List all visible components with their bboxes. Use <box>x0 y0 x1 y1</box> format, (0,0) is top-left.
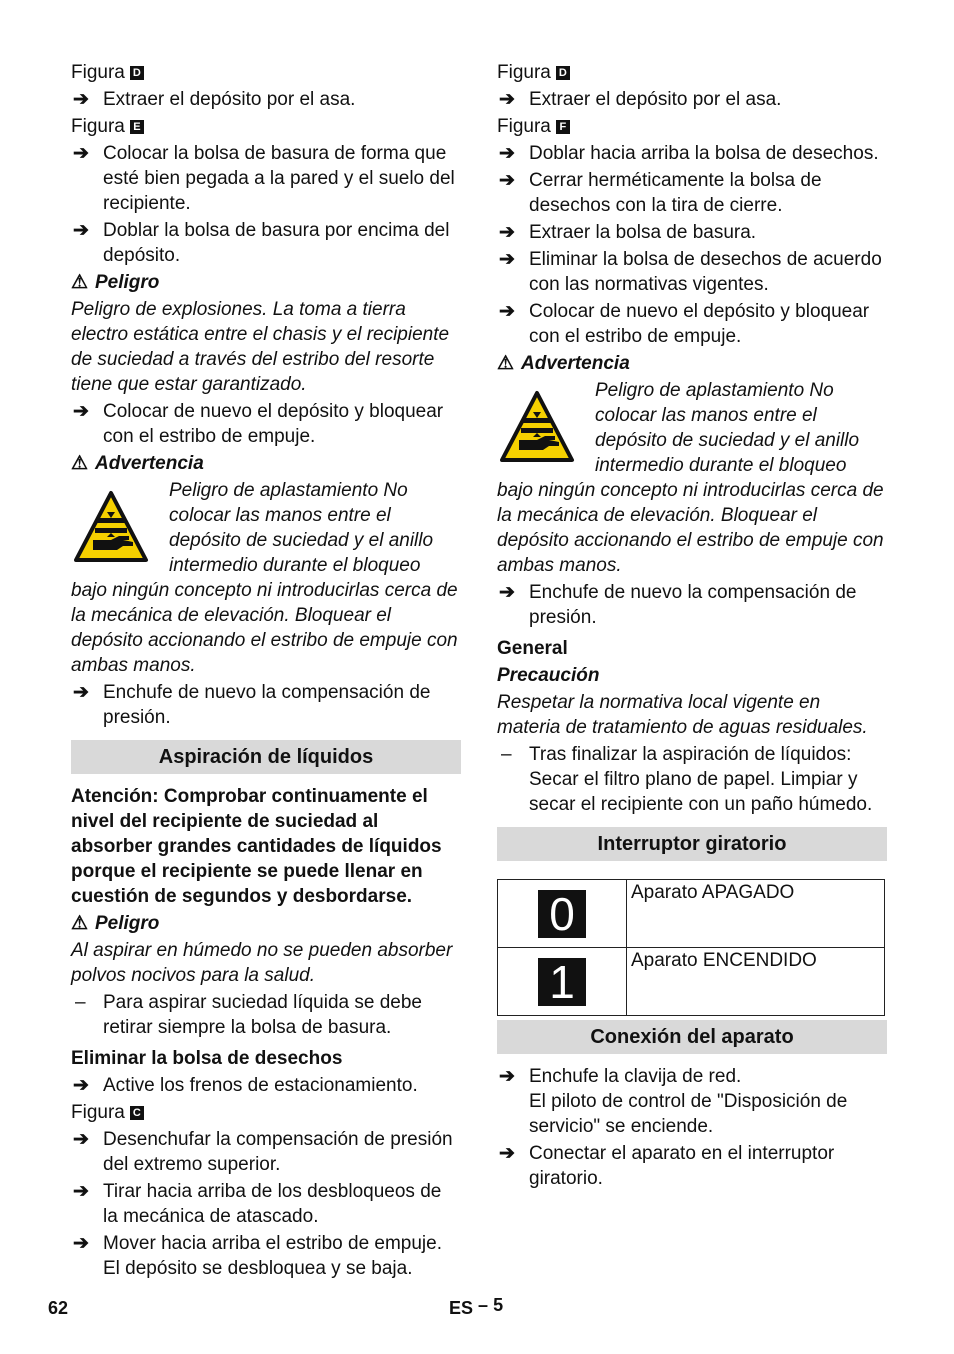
instruction-step: ➔ Colocar de nuevo el depósito y bloquear con el estribo de empuje. <box>499 301 870 347</box>
caution-heading: Precaución <box>497 665 600 686</box>
arrow-icon: ➔ <box>73 220 89 241</box>
dash-item: – Tras finalizar la aspiración de líquidos: Secar el filtro plano de papel. Limpiar y secar el recipiente con un paño húmedo. <box>501 744 873 815</box>
right-column <box>497 60 887 1193</box>
instruction-step: ➔ Active los frenos de estacionamiento. <box>73 1075 418 1096</box>
page-number: 62 <box>48 1298 69 1318</box>
crush-hazard-block <box>497 378 887 578</box>
instruction-step: ➔ Doblar la bolsa de basura por encima del depósito. <box>73 220 450 266</box>
arrow-icon: ➔ <box>73 401 89 422</box>
arrow-icon: ➔ <box>499 249 515 270</box>
arrow-icon: ➔ <box>499 1143 515 1164</box>
instruction-step: ➔ Tirar hacia arriba de los desbloqueos de la mecánica de atascado. <box>73 1181 442 1227</box>
section-heading-liquid: Aspiración de líquidos <box>71 740 461 774</box>
switch-on-symbol: 1 <box>538 958 586 1006</box>
hand-crush-hazard-icon <box>73 490 149 566</box>
arrow-icon: ➔ <box>499 1066 515 1087</box>
instruction-step: ➔ Cerrar herméticamente la bolsa de desechos con la tira de cierre. <box>499 170 822 216</box>
figure-letter-d: D <box>130 66 144 80</box>
switch-off-symbol: 0 <box>538 890 586 938</box>
instruction-step: ➔ Doblar hacia arriba la bolsa de desechos. <box>499 143 879 164</box>
instruction-step: ➔ Conectar el aparato en el interruptor giratorio. <box>499 1143 835 1189</box>
arrow-icon: ➔ <box>499 170 515 191</box>
arrow-icon: ➔ <box>499 143 515 164</box>
arrow-icon: ➔ <box>499 582 515 603</box>
arrow-icon: ➔ <box>73 1129 89 1150</box>
arrow-icon: ➔ <box>73 89 89 110</box>
warning-triangle-icon: ⚠ <box>497 353 515 374</box>
danger-text: Al aspirar en húmedo no se pueden absorber polvos nocivos para la salud. <box>71 940 453 986</box>
table-row <box>498 880 885 948</box>
footer-section-number: 5 <box>493 1295 504 1315</box>
instruction-step: ➔ Colocar de nuevo el depósito y bloquear con el estribo de empuje. <box>73 401 444 447</box>
figure-ref-d: Figura D <box>497 60 887 85</box>
arrow-icon: ➔ <box>73 1233 89 1254</box>
crush-hazard-block <box>71 478 461 678</box>
instruction-step: ➔ Eliminar la bolsa de desechos de acuerdo con las normativas vigentes. <box>499 249 882 295</box>
dash-icon: – <box>75 992 86 1013</box>
switch-on-label: Aparato ENCENDIDO <box>627 948 885 1016</box>
figure-ref-e: Figura E <box>71 114 461 139</box>
instruction-step: ➔ Desenchufar la compensación de presión del extremo superior. <box>73 1129 453 1175</box>
warning-text: bajo ningún concepto ni introducirlas cerca de la mecánica de elevación. Bloquear el depósito accionando el estribo de empuje con ambas manos. <box>71 580 458 676</box>
figure-letter-d: D <box>556 66 570 80</box>
arrow-icon: ➔ <box>499 89 515 110</box>
figure-ref-d: Figura D <box>71 60 461 85</box>
figure-letter-f: F <box>556 120 570 134</box>
arrow-icon: ➔ <box>499 222 515 243</box>
warning-heading: ⚠ Advertencia <box>497 353 630 374</box>
figure-letter-e: E <box>130 120 144 134</box>
instruction-step: ➔ Colocar la bolsa de basura de forma que esté bien pegada a la pared y el suelo del recipiente. <box>73 143 455 214</box>
figure-ref-c: Figura C <box>71 1100 461 1125</box>
arrow-icon: ➔ <box>499 301 515 322</box>
dash-icon: – <box>501 744 512 765</box>
danger-heading: ⚠ Peligro <box>71 913 160 934</box>
attention-text: Atención: Comprobar continuamente el nivel del recipiente de suciedad al absorber grandes cantidades de líquidos porque el recipiente se puede llenar en cuestión de segundos y desbordarse. <box>71 786 442 907</box>
instruction-step: ➔ Extraer el depósito por el asa. <box>73 89 356 110</box>
section-heading-connect: Conexión del aparato <box>497 1020 887 1054</box>
instruction-step: ➔ Enchufe de nuevo la compensación de presión. <box>499 582 857 628</box>
warning-side-text: Peligro de aplastamiento No colocar las manos entre el depósito de suciedad y el anillo intermedio durante el bloqueo <box>169 480 434 576</box>
subheading-remove-bag: Eliminar la bolsa de desechos <box>71 1048 343 1069</box>
switch-off-label: Aparato APAGADO <box>627 880 885 948</box>
warning-triangle-icon: ⚠ <box>71 913 89 934</box>
hand-crush-hazard-icon <box>499 390 575 466</box>
step-note: El piloto de control de "Disposición de servicio" se enciende. <box>529 1091 848 1137</box>
instruction-step: ➔ Extraer el depósito por el asa. <box>499 89 782 110</box>
arrow-icon: ➔ <box>73 143 89 164</box>
danger-heading: ⚠ Peligro <box>71 272 160 293</box>
arrow-icon: ➔ <box>73 1181 89 1202</box>
warning-text: bajo ningún concepto ni introducirlas cerca de la mecánica de elevación. Bloquear el depósito accionando el estribo de empuje con ambas manos. <box>497 480 884 576</box>
arrow-icon: ➔ <box>73 682 89 703</box>
section-heading-switch: Interruptor giratorio <box>497 827 887 861</box>
instruction-step: ➔ Mover hacia arriba el estribo de empuje. El depósito se desbloquea y se baja. <box>73 1233 443 1279</box>
figure-letter-c: C <box>130 1106 144 1120</box>
left-column <box>71 60 461 1283</box>
switch-table <box>497 879 885 1016</box>
instruction-step: ➔ Enchufe la clavija de red. El piloto de control de "Disposición de servicio" se enciende. <box>499 1066 848 1137</box>
arrow-icon: ➔ <box>73 1075 89 1096</box>
footer-language: ES – 5 <box>449 1295 504 1318</box>
warning-triangle-icon: ⚠ <box>71 272 89 293</box>
instruction-step: ➔ Enchufe de nuevo la compensación de presión. <box>73 682 431 728</box>
danger-text: Peligro de explosiones. La toma a tierra electro estática entre el chasis y el recipiente de suciedad a través del estribo del resorte tiene que estar garantizado. <box>71 299 450 395</box>
subheading-general: General <box>497 638 568 659</box>
figure-ref-f: Figura F <box>497 114 887 139</box>
warning-triangle-icon: ⚠ <box>71 453 89 474</box>
warning-heading: ⚠ Advertencia <box>71 453 204 474</box>
caution-text: Respetar la normativa local vigente en materia de tratamiento de aguas residuales. <box>497 692 868 738</box>
warning-side-text: Peligro de aplastamiento No colocar las manos entre el depósito de suciedad y el anillo intermedio durante el bloqueo <box>595 380 860 476</box>
table-row <box>498 948 885 1016</box>
dash-item: – Para aspirar suciedad líquida se debe retirar siempre la bolsa de basura. <box>75 992 422 1038</box>
instruction-step: ➔ Extraer la bolsa de basura. <box>499 222 757 243</box>
